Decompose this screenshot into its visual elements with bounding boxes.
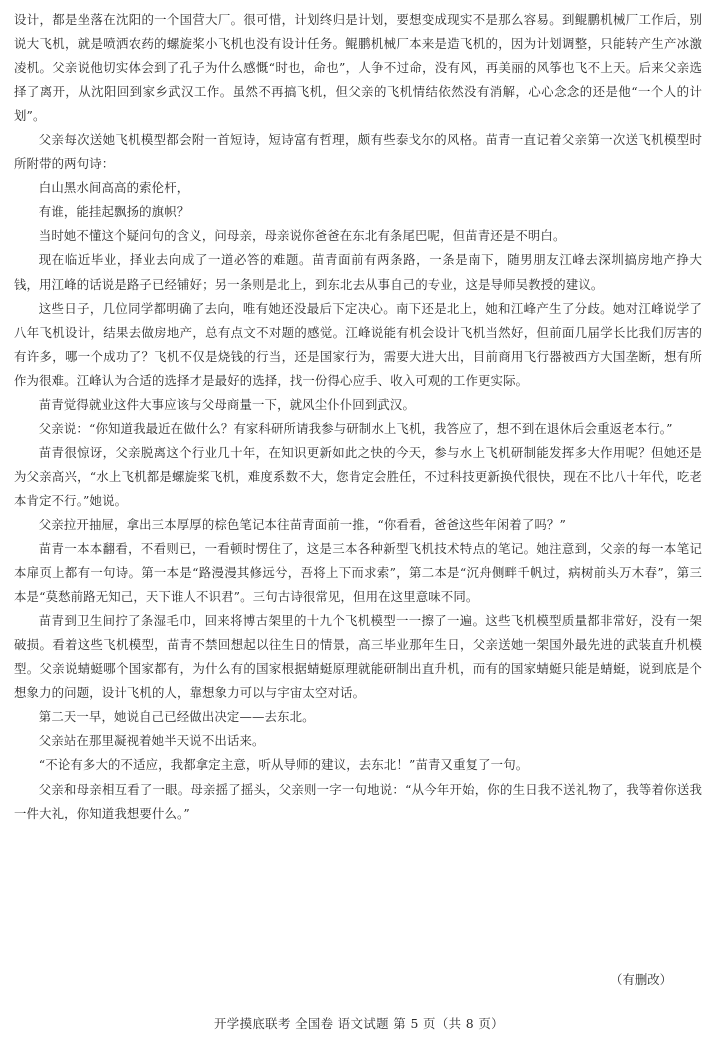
paragraph: 父亲每次送她飞机模型都会附一首短诗，短诗富有哲理，颇有些泰戈尔的风格。苗青一直记着父亲第一次送飞机模型时所附带的两句诗： <box>14 132 702 172</box>
paragraph: 苗青一本本翻看，不看则已，一看顿时愣住了，这是三本各种新型飞机技术特点的笔记。她注意到，父亲的每一本笔记本扉页上都有一句诗。第一本是“路漫漫其修远兮，吾将上下而求索”，第二本是“沉舟侧畔千帆过，病树前头万木春”，第三本是“莫愁前路无知己，天下谁人不识君”。三句古诗很常见，但用在这里意味不同。 <box>14 541 702 605</box>
paragraph: 父亲和母亲相互看了一眼。母亲摇了摇头，父亲则一字一句地说：“从今年开始，你的生日我不送礼物了，我等着你送我一件大礼，你知道我想要什么。” <box>14 781 702 821</box>
page-footer: 开学摸底联考 全国卷 语文试题 第 5 页（共 8 页） <box>214 1016 504 1031</box>
paragraph: 这些日子，几位同学都明确了去向，唯有她还没最后下定决心。南下还是北上，她和江峰产生了分歧。她对江峰说学了八年飞机设计，结果去做房地产，总有点文不对题的感觉。江峰说能有机会设计飞机当然好，但前面几届学长比我们厉害的有许多，哪一个成功了？飞机不仅是烧钱的行当，还是国家行为，需要大进大出，目前商用飞行器被西方大国垄断，想有所作为很难。江峰认为合适的选择才是最好的选择，找一份得心应手、收入可观的工作更实际。 <box>14 300 702 388</box>
paragraph: 现在临近毕业，择业去向成了一道必答的难题。苗青面前有两条路，一条是南下，随男朋友江峰去深圳搞房地产挣大钱，用江峰的话说是路子已经铺好；另一条则是北上，到东北去从事自己的专业，这是导师吴教授的建议。 <box>14 252 702 292</box>
poem-line: 白山黑水间高高的索伦杆， <box>38 180 190 196</box>
paragraph: 苗青觉得就业这件大事应该与父母商量一下，就风尘仆仆回到武汉。 <box>38 396 416 412</box>
paragraph: 设计，都是坐落在沈阳的一个国营大厂。很可惜，计划终归是计划，要想变成现实不是那么容易。到鲲鹏机械厂工作后，别说大飞机，就是喷洒农药的螺旋桨小飞机也没有设计任务。鲲鹏机械厂本来是造飞机的，因为计划调整，只能转产生产冰激凌机。父亲说他切实体会到了孔子为什么感慨“时也，命也”，人争不过命，没有风，再美丽的风筝也飞不上天。后来父亲选择了离开，从沈阳回到家乡武汉工作。虽然不再搞飞机，但父亲的飞机情结依然没有消解，心心念念的还是他“一个人的计划”。 <box>14 12 702 124</box>
article-body <box>14 8 702 826</box>
poem-line: 有谁，能挂起飘扬的旗帜？ <box>38 204 190 220</box>
paragraph: 父亲站在那里凝视着她半天说不出话来。 <box>38 733 265 749</box>
paragraph: 父亲说：“你知道我最近在做什么？有家科研所请我参与研制水上飞机，我答应了，想不到在退休后会重返老本行。” <box>38 420 673 436</box>
paragraph: 第二天一早，她说自己已经做出决定——去东北。 <box>38 709 315 725</box>
paragraph: 父亲拉开抽屉，拿出三本厚厚的棕色笔记本往苗青面前一推，“你看看，爸爸这些年闲着了吗？” <box>38 516 566 532</box>
edit-note: （有删改） <box>610 972 672 987</box>
paragraph: “不论有多大的不适应，我都拿定主意，听从导师的建议，去东北！”苗青又重复了一句。 <box>38 757 529 773</box>
paragraph: 当时她不懂这个疑问句的含义，问母亲，母亲说你爸爸在东北有条尾巴呢，但苗青还是不明白。 <box>38 228 566 244</box>
paragraph: 苗青很惊讶，父亲脱离这个行业几十年，在知识更新如此之快的今天，参与水上飞机研制能发挥多大作用呢？但她还是为父亲高兴，“水上飞机都是螺旋桨飞机，难度系数不大，您肯定会胜任，不过科技更新换代很快，现在不比八十年代，吃老本肯定不行。”她说。 <box>14 444 702 508</box>
paragraph: 苗青到卫生间拧了条湿毛巾，回来将博古架里的十九个飞机模型一一擦了一遍。这些飞机模型质量都非常好，没有一架破损。看着这些飞机模型，苗青不禁回想起以往生日的情景，高三毕业那年生日，父亲送她一架国外最先进的武装直升机模型。父亲说蜻蜓哪个国家都有，为什么有的国家根据蜻蜓原理就能研制出直升机，而有的国家蜻蜓只能是蜻蜓，说到底是个想象力的问题，设计飞机的人，靠想象力可以与宇宙太空对话。 <box>14 613 702 701</box>
